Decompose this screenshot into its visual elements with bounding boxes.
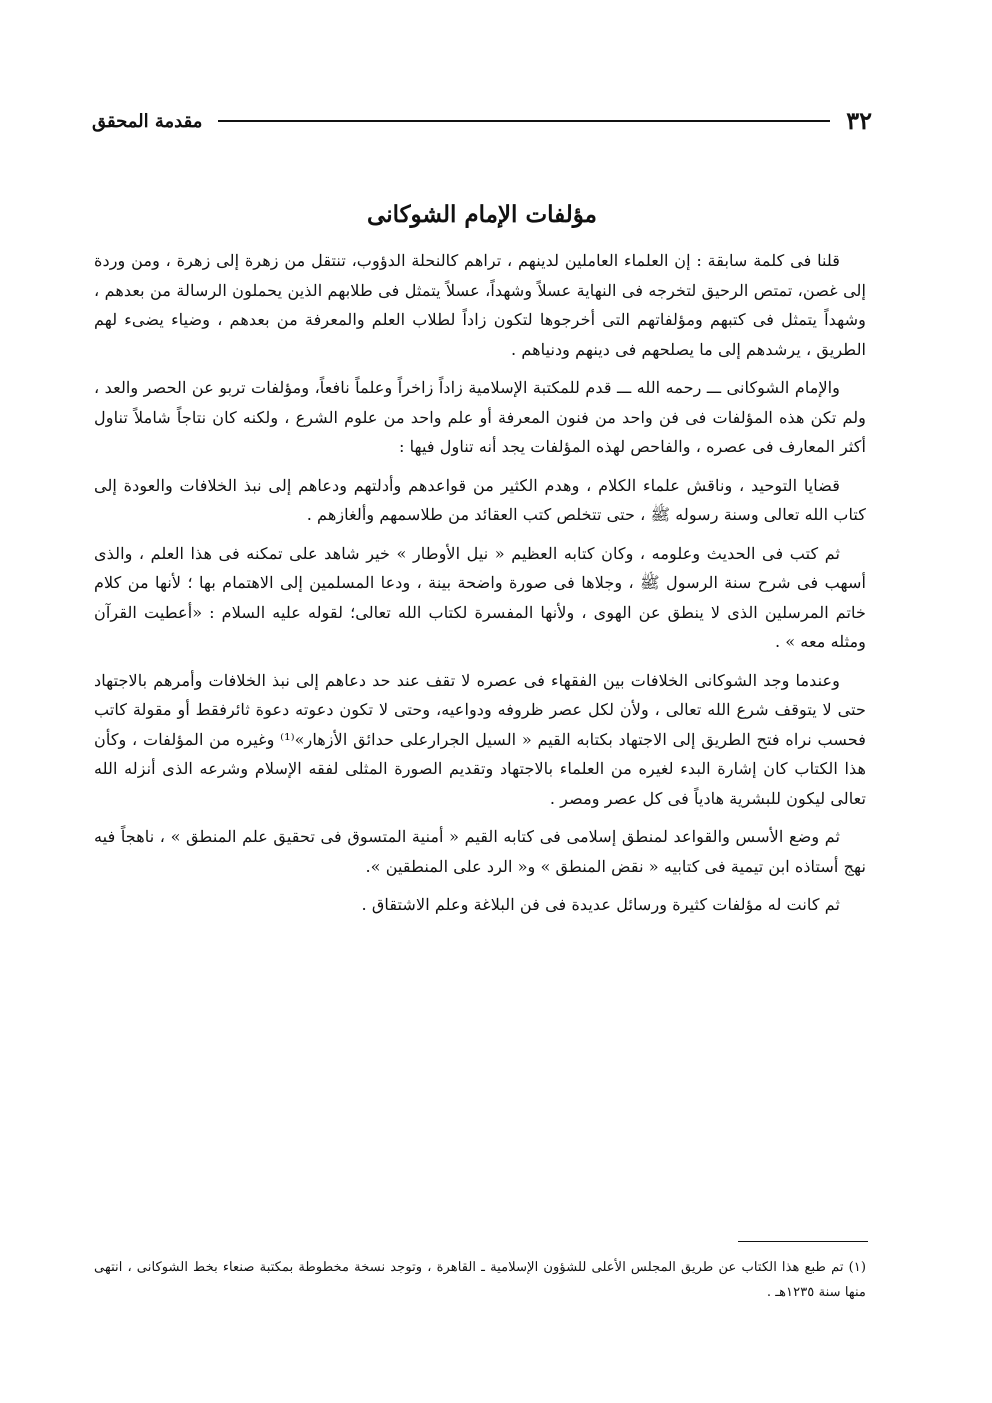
paragraph-7: ثم كانت له مؤلفات كثيرة ورسائل عديدة فى فن البلاغة وعلم الاشتقاق . <box>361 895 840 914</box>
running-header <box>92 106 872 136</box>
paragraph-5: وعندما وجد الشوكانى الخلافات بين الفقهاء فى عصره لا تقف عند حد دعاهم إلى نبذ الخلافات وأمرهم بالاجتهاد حتى لا يتوقف شرع الله تعالى ، ولأن لكل عصر ظروفه ودواعيه، وحتى لا تكون دعوته دعوة ثائرفقط أو مقولة كاتب فحسب نراه فتح الطريق إلى الاجتهاد بكتابه القيم « السيل الجرارعلى حدائق الأزهار»⁽¹⁾ وغيره من المؤلفات ، وكأن هذا الكتاب كان إشارة البدء لغيره من العلماء بالاجتهاد وتقديم الصورة المثلى لفقه الإسلام وشرعه الذى أنزله الله تعالى ليكون للبشرية هادياً فى كل عصر ومصر . <box>94 670 866 808</box>
paragraph-2: والإمام الشوكانى ـــ رحمه الله ـــ قدم للمكتبة الإسلامية زاداً زاخراً وعلماً نافعاً، ومؤلفات تربو عن الحصر والعد ، ولم تكن هذه المؤلفات فى فن واحد من فنون المعرفة أو علم واحد من علوم الشرع ، ولكنه كان نتاجاً شاملاً تناول أكثر المعارف فى عصره ، والفاحص لهذه المؤلفات يجد أنه تناول فيها : <box>94 378 866 456</box>
running-title: مقدمة المحقق <box>92 110 203 132</box>
body-text <box>94 246 866 929</box>
footnote-rule <box>738 1241 868 1242</box>
paragraph-1: قلنا فى كلمة سابقة : إن العلماء العاملين لدينهم ، تراهم كالنحلة الدؤوب، تنتقل من زهرة إلى زهرة ، ومن وردة إلى غصن، تمتص الرحيق لتخرجه فى النهاية عسلاً وشهداً، عسلاً يتمثل فى طلابهم الذين يحملون الرسالة من بعدهم ، وشهداً يتمثل فى كتبهم ومؤلفاتهم التى أخرجوها لتكون زاداً لطلاب العلم والمعرفة من بعدهم ، وضياء يضىء لهم الطريق ، يرشدهم إلى ما يصلحهم فى دينهم ودنياهم . <box>94 251 866 359</box>
header-rule <box>218 120 830 122</box>
paragraph-4: ثم كتب فى الحديث وعلومه ، وكان كتابه العظيم « نيل الأوطار » خير شاهد على تمكنه فى هذا العلم ، والذى أسهب فى شرح سنة الرسول ﷺ ، وجلاها فى صورة واضحة بينة ، ودعا المسلمين إلى الاهتمام بها ؛ لأنها من كلام خاتم المرسلين الذى لا ينطق عن الهوى ، ولأنها المفسرة لكتاب الله تعالى؛ لقوله عليه السلام : «أعطيت القرآن ومثله معه » . <box>94 543 866 651</box>
footnote: (١) تم طبع هذا الكتاب عن طريق المجلس الأعلى للشؤون الإسلامية ـ القاهرة ، وتوجد نسخة مخطوطة بمكتبة صنعاء بخط الشوكانى ، انتهى منها سنة ١٢٣٥هـ . <box>94 1260 866 1300</box>
paragraph-6: ثم وضع الأسس والقواعد لمنطق إسلامى فى كتابه القيم « أمنية المتسوق فى تحقيق علم المنطق » ، ناهجاً فيه نهج أستاذه ابن تيمية فى كتابيه « نقض المنطق » و« الرد على المنطقين ». <box>94 827 866 876</box>
paragraph-3: قضايا التوحيد ، وناقش علماء الكلام ، وهدم الكثير من قواعدهم وأدلتهم ودعاهم إلى نبذ الخلافات والعودة إلى كتاب الله تعالى وسنة رسوله ﷺ ، حتى تتخلص كتب العقائد من طلاسمهم وألغازهم . <box>94 475 866 524</box>
section-title: مؤلفات الإمام الشوكانى <box>367 201 597 228</box>
page-number: ٣٢ <box>846 106 872 135</box>
